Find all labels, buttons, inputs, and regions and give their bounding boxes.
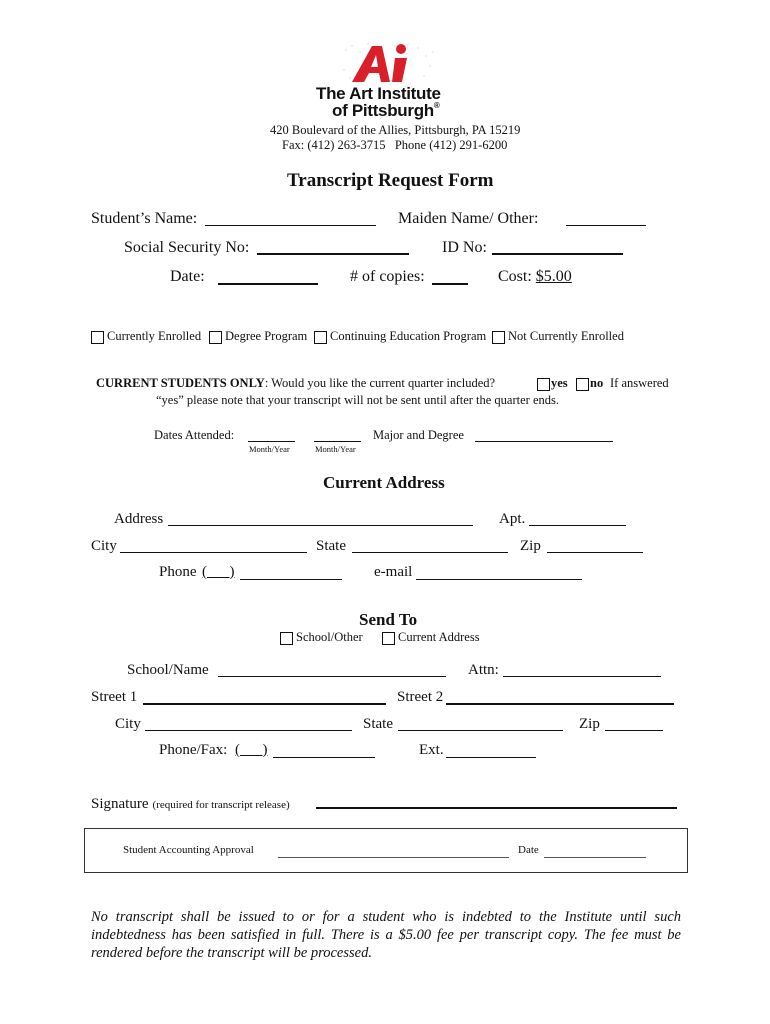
continuing-education-checkbox[interactable] [314,331,327,344]
ext-label: Ext. [419,742,444,758]
apt-field[interactable] [529,525,626,526]
current-quarter-yes-checkbox[interactable] [537,378,550,391]
month-year-caption-1: Month/Year [249,444,290,454]
school-name-field[interactable] [218,676,446,677]
maiden-name-field[interactable] [566,225,646,226]
attn-label: Attn: [468,662,499,678]
approval-field[interactable] [278,857,509,858]
logo-name-line2 [332,101,439,121]
date-attended-to-field[interactable] [314,441,361,442]
not-currently-enrolled-checkbox[interactable] [492,331,505,344]
major-degree-label: Major and Degree [373,428,464,442]
phone-label: Phone [159,564,197,580]
institute-address: 420 Boulevard of the Allies, Pittsburgh, PA 15219 [270,123,521,137]
signature-note: (required for transcript release) [152,799,290,811]
current-quarter-question [96,376,495,391]
state-field[interactable] [352,552,508,553]
approval-date-field[interactable] [544,857,646,858]
street2-field[interactable] [446,703,674,705]
phone-area-code: ( ) [202,564,235,580]
current-quarter-question-text: : Would you like the current quarter included? [264,376,496,390]
date-label: Date: [170,268,205,285]
id-label: ID No: [442,239,487,256]
send-zip-label: Zip [579,716,600,732]
current-quarter-yes-label: yes [551,376,568,390]
art-institute-logo-mark [338,40,438,86]
send-state-field[interactable] [398,730,563,731]
street1-label: Street 1 [91,689,138,705]
logo-name-line2-text: of Pittsburgh [332,101,434,120]
state-label: State [316,538,346,554]
current-quarter-no-label: no [590,376,604,390]
zip-field[interactable] [547,552,643,553]
phone-fax-field[interactable] [273,757,375,758]
registered-mark: ® [433,101,440,110]
email-field[interactable] [416,579,582,580]
send-to-school-label: School/Other [296,630,363,644]
currently-enrolled-label: Currently Enrolled [107,329,202,343]
cost-label-text: Cost: [498,268,532,285]
send-to-heading: Send To [359,610,418,629]
signature-label-group [91,795,290,813]
current-students-only-label: CURRENT STUDENTS ONLY [96,376,265,390]
phone-fax-area-code: ( ) [235,742,268,758]
ssn-field[interactable] [257,253,409,255]
phone-fax-label: Phone/Fax: [159,742,228,758]
send-to-current-address-label: Current Address [398,630,480,644]
currently-enrolled-checkbox[interactable] [91,331,104,344]
address-label: Address [114,511,164,527]
phone-field[interactable] [240,579,342,580]
city-label: City [91,538,117,554]
street2-label: Street 2 [397,689,444,705]
approval-label: Student Accounting Approval [123,844,254,856]
approval-date-label: Date [518,844,539,856]
current-address-heading: Current Address [323,473,445,492]
degree-program-label: Degree Program [225,329,308,343]
send-zip-field[interactable] [605,730,663,731]
send-state-label: State [363,716,393,732]
address-field[interactable] [168,525,473,526]
copies-label: # of copies: [350,268,425,285]
current-quarter-no-checkbox[interactable] [576,378,589,391]
quarter-note: “yes” please note that your transcript will not be sent until after the quarter ends. [156,393,559,407]
signature-field[interactable] [316,807,677,809]
ext-field[interactable] [446,757,536,758]
logo-name-line1: The Art Institute [316,84,441,103]
month-year-caption-2: Month/Year [315,444,356,454]
indebtedness-notice: No transcript shall be issued to or for a student who is indebted to the Institute until such indebtedness has been satisfied in full. There is a $5.00 fee per transcript copy. The fee must be rendered before the transcript will be processed. [91,909,681,961]
apt-label: Apt. [499,511,526,527]
city-field[interactable] [120,552,307,553]
send-to-school-checkbox[interactable] [280,632,293,645]
date-attended-from-field[interactable] [248,441,295,442]
date-field[interactable] [218,283,318,285]
signature-label: Signature [91,796,149,812]
school-name-label: School/Name [127,662,209,678]
send-to-current-address-checkbox[interactable] [382,632,395,645]
id-field[interactable] [492,253,623,255]
send-city-label: City [115,716,141,732]
page-title: Transcript Request Form [287,170,494,191]
student-name-field[interactable] [205,225,376,226]
copies-field[interactable] [432,283,468,285]
maiden-name-label: Maiden Name/ Other: [398,210,539,227]
continuing-education-label: Continuing Education Program [330,329,487,343]
cost-value: $5.00 [535,268,572,285]
email-label: e-mail [374,564,413,580]
cost-label [498,268,572,286]
not-currently-enrolled-label: Not Currently Enrolled [508,329,624,343]
degree-program-checkbox[interactable] [209,331,222,344]
student-name-label: Student’s Name: [91,210,198,227]
zip-label: Zip [520,538,541,554]
major-degree-field[interactable] [475,441,613,442]
institute-contact: Fax: (412) 263-3715 Phone (412) 291-6200 [282,138,508,152]
dates-attended-label: Dates Attended: [154,428,235,442]
if-answered-text: If answered [610,376,669,390]
street1-field[interactable] [143,703,386,705]
ssn-label: Social Security No: [124,239,250,256]
send-city-field[interactable] [145,730,352,731]
attn-field[interactable] [503,676,661,677]
